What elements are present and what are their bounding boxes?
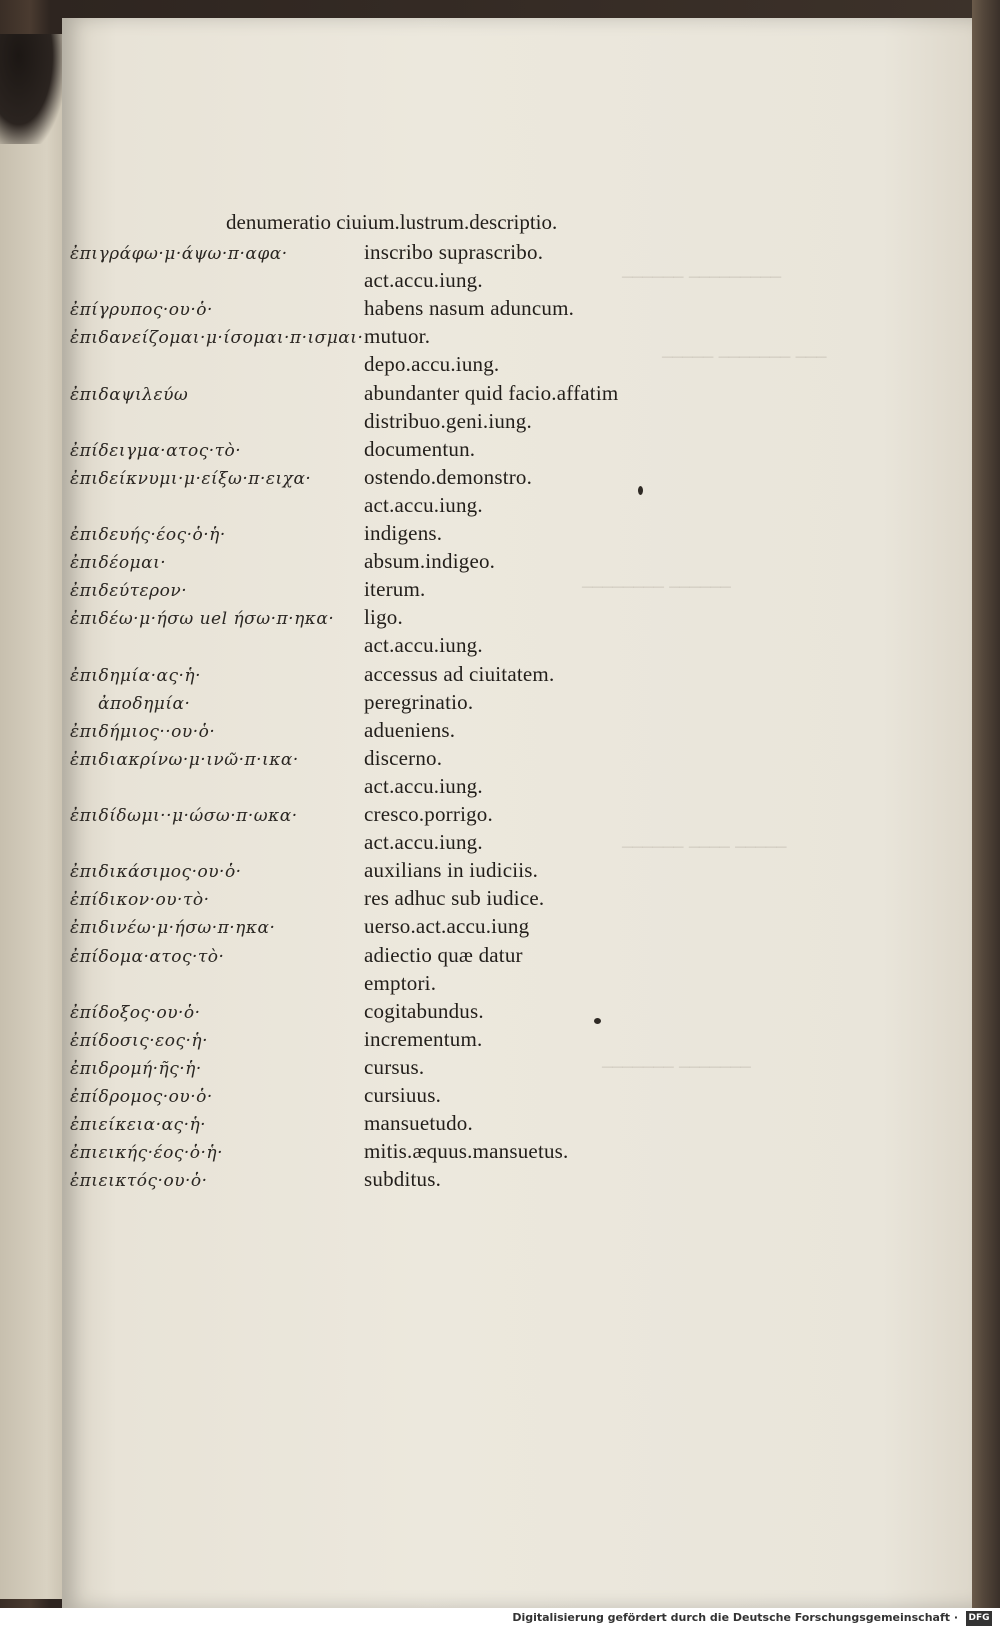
lexicon-entry bbox=[62, 971, 974, 999]
latin-gloss: cursiuus. bbox=[364, 1083, 442, 1107]
latin-gloss: act.accu.iung. bbox=[364, 773, 483, 798]
latin-gloss: absum.indigeo. bbox=[364, 549, 496, 574]
running-text-line: denumeratio ciuium.lustrum.descriptio. bbox=[226, 210, 558, 234]
latin-gloss: discerno. bbox=[364, 745, 443, 770]
lexicon-entry bbox=[62, 605, 974, 633]
greek-headword: ἐπιδινέω·μ·ήσω·π·ηκα· bbox=[70, 918, 276, 939]
latin-gloss: subditus. bbox=[364, 1167, 442, 1192]
lexicon-entry bbox=[62, 1139, 974, 1167]
latin-gloss: adueniens. bbox=[364, 717, 456, 742]
latin-gloss: peregrinatio. bbox=[364, 689, 474, 714]
latin-gloss: incrementum. bbox=[364, 1026, 483, 1051]
lexicon-entry bbox=[62, 381, 974, 409]
lexicon-entry bbox=[62, 943, 974, 971]
lexicon-entry bbox=[62, 437, 974, 465]
greek-headword: ἐπιεικής·έος·ὁ·ἡ· bbox=[70, 1143, 224, 1164]
show-through: ──────── ────── bbox=[582, 578, 731, 598]
latin-gloss: distribuo.geni.iung. bbox=[364, 408, 532, 433]
greek-headword: ἐπιδανείζομαι·μ·ίσομαι·π·ισμαι· bbox=[70, 328, 364, 349]
lexicon-entry bbox=[62, 577, 974, 605]
latin-gloss: act.accu.iung. bbox=[364, 633, 483, 658]
latin-gloss: accessus ad ciuitatem. bbox=[364, 661, 555, 686]
lexicon-entry bbox=[62, 633, 974, 661]
show-through: ─────── ─────── bbox=[602, 1058, 751, 1078]
lexicon-entry bbox=[62, 268, 974, 296]
latin-gloss: ostendo.demonstro. bbox=[364, 464, 533, 489]
greek-headword: ἐπιδρομή·ῆς·ἡ· bbox=[70, 1058, 202, 1079]
greek-headword: ἐπιδίδωμι··μ·ώσω·π·ωκα· bbox=[70, 806, 298, 826]
lexicon-entry bbox=[62, 352, 974, 380]
greek-headword: ἐπιδήμιος··ου·ὁ· bbox=[70, 721, 216, 742]
lexicon-entry bbox=[62, 886, 974, 914]
lexicon-entry bbox=[62, 1111, 974, 1139]
lexicon-entry bbox=[62, 830, 974, 858]
greek-headword: ἐπίδικον·ου·τὸ· bbox=[70, 890, 210, 911]
lexicon-entry bbox=[62, 549, 974, 577]
latin-gloss: emptori. bbox=[364, 970, 437, 995]
greek-headword: ἐπιδείκνυμι·μ·είξω·π·ειχα· bbox=[70, 468, 312, 489]
latin-gloss: documentun. bbox=[364, 436, 476, 461]
latin-gloss: uerso.act.accu.iung bbox=[364, 914, 530, 939]
lexicon-entry bbox=[62, 521, 974, 549]
binding-shadow bbox=[0, 34, 62, 144]
greek-headword: ἐπίδρομος·ου·ὁ· bbox=[70, 1087, 213, 1107]
latin-gloss: depo.accu.iung. bbox=[364, 352, 500, 377]
lexicon-entry bbox=[62, 999, 974, 1027]
show-through: ───── ─────── ─── bbox=[662, 348, 827, 368]
greek-headword: ἀποδημία· bbox=[98, 693, 191, 714]
latin-gloss: act.accu.iung. bbox=[364, 268, 483, 293]
lexicon-entry bbox=[62, 802, 974, 830]
greek-headword: ἐπιδεύτερον· bbox=[70, 581, 188, 602]
footer-bar bbox=[0, 1608, 1000, 1630]
lexicon-entry bbox=[62, 493, 974, 521]
greek-headword: ἐπίδοξος·ου·ὁ· bbox=[70, 1002, 201, 1023]
latin-gloss: inscribo suprascribo. bbox=[364, 240, 544, 264]
greek-headword: ἐπιδημία·ας·ἡ· bbox=[70, 665, 201, 686]
show-through: ────── ──── ───── bbox=[622, 838, 787, 858]
greek-headword: ἐπιείκεια·ας·ἡ· bbox=[70, 1115, 207, 1136]
latin-gloss: ligo. bbox=[364, 605, 403, 630]
latin-gloss: cresco.porrigo. bbox=[364, 802, 493, 826]
latin-gloss: act.accu.iung. bbox=[364, 492, 483, 517]
funding-note: Digitalisierung gefördert durch die Deutsche Forschungsgemeinschaft · bbox=[512, 1611, 958, 1624]
lexicon-entry bbox=[62, 409, 974, 437]
latin-gloss: mutuor. bbox=[364, 324, 431, 349]
lexicon-entry bbox=[62, 1167, 974, 1195]
latin-gloss: res adhuc sub iudice. bbox=[364, 886, 545, 911]
greek-headword: ἐπιδέω·μ·ήσω uel ήσω·π·ηκα· bbox=[70, 609, 335, 630]
greek-headword: ἐπίγρυπος·ου·ὁ· bbox=[70, 300, 213, 321]
ink-blot bbox=[594, 1018, 601, 1024]
greek-headword: ἐπιδέομαι· bbox=[70, 553, 167, 574]
latin-gloss: iterum. bbox=[364, 577, 426, 602]
lexicon-entry bbox=[62, 1083, 974, 1111]
latin-gloss: abundanter quid facio.affatim bbox=[364, 380, 619, 405]
lexicon-entry bbox=[62, 465, 974, 493]
lexicon-entry bbox=[62, 690, 974, 718]
latin-gloss: cogitabundus. bbox=[364, 998, 484, 1023]
lexicon-entry bbox=[62, 774, 974, 802]
lexicon-entry bbox=[62, 1027, 974, 1055]
lexicon-entry bbox=[62, 746, 974, 774]
latin-gloss: auxilians in iudiciis. bbox=[364, 858, 539, 883]
lexicon-entry bbox=[62, 718, 974, 746]
lexicon-entry bbox=[62, 914, 974, 942]
lexicon-entry bbox=[62, 662, 974, 690]
lexicon-entry bbox=[62, 858, 974, 886]
ink-mark bbox=[638, 486, 643, 495]
greek-headword: ἐπιδικάσιμος·ου·ὁ· bbox=[70, 862, 242, 883]
greek-headword: ἐπίδειγμα·ατος·τὸ· bbox=[70, 440, 242, 461]
latin-gloss: adiectio quæ datur bbox=[364, 942, 523, 967]
latin-gloss: indigens. bbox=[364, 521, 443, 545]
latin-gloss: mitis.æquus.mansuetus. bbox=[364, 1139, 569, 1164]
latin-gloss: cursus. bbox=[364, 1054, 425, 1079]
greek-headword: ἐπίδομα·ατος·τὸ· bbox=[70, 946, 225, 967]
lexicon-entry bbox=[62, 1055, 974, 1083]
greek-headword: ἐπιγράφω·μ·άψω·π·αφα· bbox=[70, 244, 288, 264]
book-page bbox=[62, 18, 974, 1608]
book-edge bbox=[972, 0, 1000, 1630]
lexicon-entry bbox=[62, 240, 974, 268]
latin-gloss: act.accu.iung. bbox=[364, 830, 483, 855]
dfg-logo: DFG bbox=[966, 1611, 992, 1626]
latin-gloss: habens nasum aduncum. bbox=[364, 296, 575, 321]
greek-headword: ἐπιεικτός·ου·ὁ· bbox=[70, 1171, 208, 1192]
greek-headword: ἐπιδευής·έος·ὁ·ἡ· bbox=[70, 525, 226, 545]
greek-headword: ἐπιδαψιλεύω bbox=[70, 384, 189, 405]
greek-headword: ἐπίδοσις·εος·ἡ· bbox=[70, 1030, 208, 1051]
greek-headword: ἐπιδιακρίνω·μ·ινῶ·π·ικα· bbox=[70, 749, 299, 770]
lexicon-entry bbox=[62, 296, 974, 324]
latin-gloss: mansuetudo. bbox=[364, 1111, 473, 1136]
lexicon-entry bbox=[62, 324, 974, 352]
show-through: ────── ───────── bbox=[622, 268, 781, 288]
